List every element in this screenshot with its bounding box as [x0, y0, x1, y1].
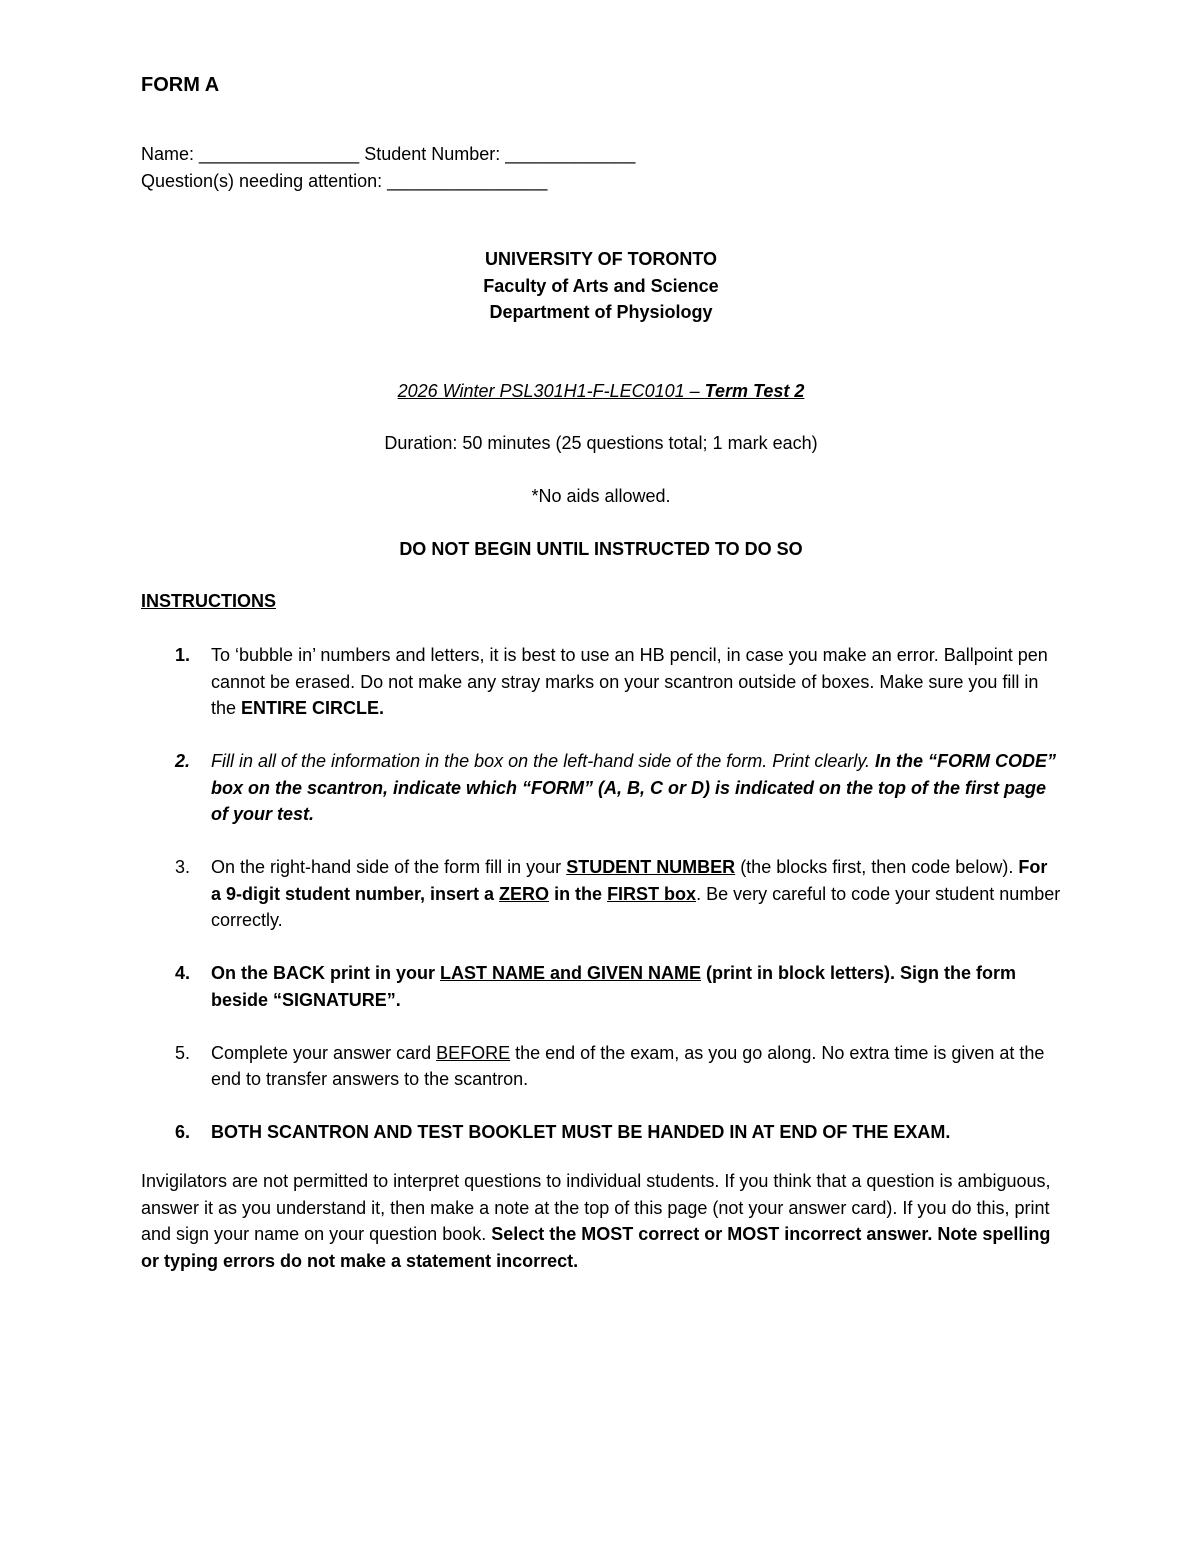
item-number: 2.: [175, 751, 191, 771]
department-name: Department of Physiology: [489, 302, 713, 322]
instruction-item-1: [141, 642, 1061, 722]
item-text: (the blocks first, then code below).: [735, 857, 1019, 877]
duration-text: Duration: 50 minutes (25 questions total; 1 mark each): [384, 433, 818, 453]
item-text: Complete your answer card: [211, 1042, 437, 1063]
note-emphasis: Select the MOST correct or MOST incorrect answer. Note spelling or typing errors do not make a statement incorrect.: [141, 1224, 1051, 1271]
instruction-item-6: [141, 1119, 1061, 1146]
faculty-name: Faculty of Arts and Science: [483, 275, 719, 296]
item-emphasis: ENTIRE CIRCLE.: [241, 698, 385, 718]
student-info-fields: [141, 141, 1061, 194]
item-emphasis: STUDENT NUMBER: [566, 857, 736, 877]
item-number: 4.: [175, 963, 191, 983]
item-number: 5.: [175, 1042, 191, 1063]
test-name: Term Test 2: [704, 381, 805, 401]
item-number: 6.: [175, 1122, 191, 1142]
instruction-item-4: [141, 960, 1061, 1013]
item-text: BOTH SCANTRON AND TEST BOOKLET MUST BE HANDED IN AT END OF THE EXAM.: [211, 1122, 951, 1142]
item-text: (print in block letters). Sign the form beside “SIGNATURE”.: [211, 963, 1017, 1010]
item-number: 3.: [175, 857, 191, 877]
attention-line: Question(s) needing attention: ________________: [141, 170, 548, 191]
begin-warning: DO NOT BEGIN UNTIL INSTRUCTED TO DO SO: [399, 539, 803, 559]
item-emphasis: ZERO: [499, 883, 550, 904]
instruction-item-5: [141, 1040, 1061, 1093]
course-code: 2026 Winter PSL301H1-F-LEC0101 –: [397, 381, 705, 401]
item-text: Fill in all of the information in the box on the left-hand side of the form. Print clearly.: [211, 751, 875, 771]
item-emphasis: FIRST box: [607, 883, 697, 904]
item-number: 1.: [175, 645, 191, 665]
note-text: Invigilators are not permitted to interpret questions to individual students. If you think that a question is ambiguous, answer it as you understand it, then make a note at the top of this page (not your answer card). If you do this, print and sign your name on your question book.: [141, 1171, 1051, 1244]
invigilator-note: [141, 1168, 1066, 1274]
instructions-heading: INSTRUCTIONS: [141, 591, 276, 611]
item-text: . Be very careful to code your student number correctly.: [211, 883, 1061, 930]
instruction-item-3: [141, 854, 1061, 934]
item-emphasis: LAST NAME and GIVEN NAME: [440, 963, 702, 983]
institution-block: [141, 246, 1061, 326]
item-emphasis: In the “FORM CODE” box on the scantron, indicate which “FORM” (A, B, C or D) is indicated on the top of the first page of your test.: [211, 751, 1056, 824]
aids-note: *No aids allowed.: [531, 486, 671, 506]
item-text: the end of the exam, as you go along. No extra time is given at the end to transfer answers to the scantron.: [211, 1042, 1045, 1089]
item-text: On the BACK print in your: [211, 963, 440, 983]
item-text: To ‘bubble in’ numbers and letters, it is best to use an HB pencil, in case you make an error. Ballpoint pen cannot be erased. Do not make any stray marks on your scantron outside of boxes. Make sure you fill in the: [211, 645, 1048, 718]
form-label: FORM A: [141, 74, 220, 96]
course-title: [141, 378, 1061, 405]
instructions-list: [141, 642, 1061, 1172]
name-student-number-line: Name: ________________ Student Number: _____________: [141, 144, 636, 164]
item-text: On the right-hand side of the form fill in your: [211, 857, 567, 877]
instruction-item-2: [141, 748, 1061, 828]
item-emphasis: in the: [549, 883, 608, 904]
item-emphasis: BEFORE: [436, 1042, 511, 1063]
university-name: UNIVERSITY OF TORONTO: [484, 249, 718, 269]
item-emphasis: For a 9-digit student number, insert a: [211, 857, 1048, 904]
